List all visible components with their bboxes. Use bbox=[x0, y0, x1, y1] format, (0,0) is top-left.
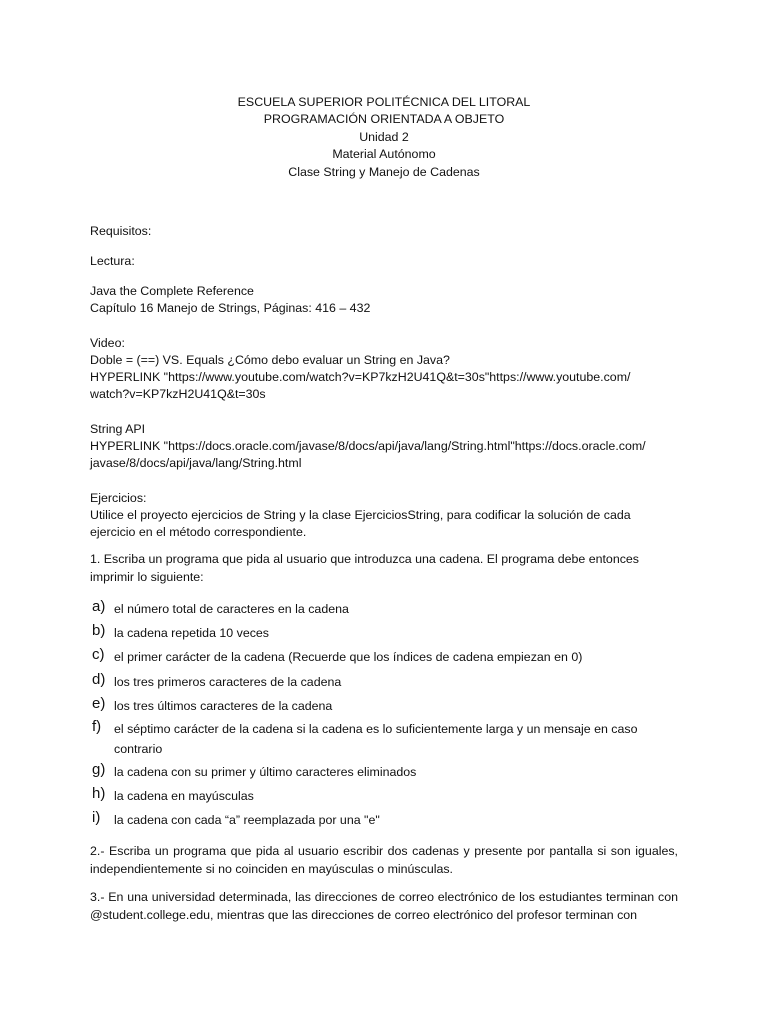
api-hyperlink-line1[interactable]: HYPERLINK "https://docs.oracle.com/javase/8/docs/api/java/lang/String.html"https://docs.oracle.com/ bbox=[90, 439, 646, 454]
item-text: los tres primeros caracteres de la cadena bbox=[114, 675, 342, 690]
lectura-label: Lectura: bbox=[90, 254, 135, 269]
item-letter: f) bbox=[92, 718, 102, 736]
exercise-1-items bbox=[90, 598, 678, 833]
item-letter: h) bbox=[92, 785, 106, 803]
item-text: el séptimo carácter de la cadena si la cadena es lo suficientemente larga y un mensaje en caso contrario bbox=[114, 722, 638, 757]
item-letter: b) bbox=[92, 622, 106, 640]
item-text: la cadena con cada “a” reemplazada por una "e" bbox=[114, 813, 380, 828]
header-unit: Unidad 2 bbox=[359, 129, 409, 144]
requisitos-label: Requisitos: bbox=[90, 224, 152, 239]
api-hyperlink[interactable] bbox=[90, 438, 678, 472]
item-text: el primer carácter de la cadena (Recuerde que los índices de cadena empiezan en 0) bbox=[114, 650, 583, 665]
item-text: la cadena en mayúsculas bbox=[114, 789, 254, 804]
item-text: la cadena con su primer y último caracteres eliminados bbox=[114, 765, 417, 780]
exercise-3: 3.- En una universidad determinada, las direcciones de correo electrónico de los estudiantes terminan con @student.college.edu, mientras que las direcciones de correo electrónico del profesor terminan con bbox=[90, 890, 678, 923]
header-topic: Clase String y Manejo de Cadenas bbox=[288, 164, 480, 179]
item-letter: a) bbox=[92, 598, 106, 616]
list-item bbox=[90, 695, 678, 718]
video-hyperlink[interactable] bbox=[90, 369, 678, 403]
ejercicios-intro: Utilice el proyecto ejercicios de String y la clase EjerciciosString, para codificar la solución de cada ejercicio en el método correspondiente. bbox=[90, 508, 631, 540]
api-hyperlink-line2[interactable]: javase/8/docs/api/java/lang/String.html bbox=[90, 456, 302, 471]
list-item bbox=[90, 809, 678, 833]
list-item bbox=[90, 785, 678, 809]
api-label: String API bbox=[90, 422, 146, 437]
item-text: el número total de caracteres en la cadena bbox=[114, 602, 349, 617]
item-letter: e) bbox=[92, 695, 106, 713]
exercise-2: 2.- Escriba un programa que pida al usuario escribir dos cadenas y presente por pantalla si son iguales, independientemente si no coinciden en mayúsculas o minúsculas. bbox=[90, 844, 678, 877]
ejercicios-label: Ejercicios: bbox=[90, 491, 147, 506]
header-course: PROGRAMACIÓN ORIENTADA A OBJETO bbox=[263, 112, 505, 127]
item-letter: i) bbox=[92, 809, 101, 827]
item-letter: g) bbox=[92, 761, 106, 779]
header-material: Material Autónomo bbox=[332, 147, 436, 162]
video-label: Video: bbox=[90, 336, 125, 351]
item-letter: d) bbox=[92, 671, 106, 689]
exercise-1: 1. Escriba un programa que pida al usuario que introduzca una cadena. El programa debe entonces imprimir lo siguiente: bbox=[90, 552, 639, 585]
video-hyperlink-line2[interactable]: watch?v=KP7kzH2U41Q&t=30s bbox=[90, 387, 266, 402]
list-item bbox=[90, 598, 678, 622]
video-title: Doble = (==) VS. Equals ¿Cómo debo evaluar un String en Java? bbox=[90, 353, 450, 368]
video-hyperlink-line1[interactable]: HYPERLINK "https://www.youtube.com/watch?v=KP7kzH2U41Q&t=30s"https://www.youtube.com/ bbox=[90, 370, 631, 385]
list-item bbox=[90, 646, 678, 671]
lectura-chapter: Capítulo 16 Manejo de Strings, Páginas: 416 – 432 bbox=[90, 301, 371, 316]
item-letter: c) bbox=[92, 646, 105, 664]
lectura-book: Java the Complete Reference bbox=[90, 284, 254, 299]
list-item bbox=[90, 671, 678, 695]
list-item bbox=[90, 622, 678, 646]
item-text: los tres últimos caracteres de la cadena bbox=[114, 699, 333, 714]
list-item bbox=[90, 718, 678, 761]
item-text: la cadena repetida 10 veces bbox=[114, 626, 269, 641]
document-header bbox=[90, 94, 678, 181]
document-page bbox=[90, 94, 678, 924]
list-item bbox=[90, 761, 678, 785]
header-institution: ESCUELA SUPERIOR POLITÉCNICA DEL LITORAL bbox=[237, 95, 531, 109]
